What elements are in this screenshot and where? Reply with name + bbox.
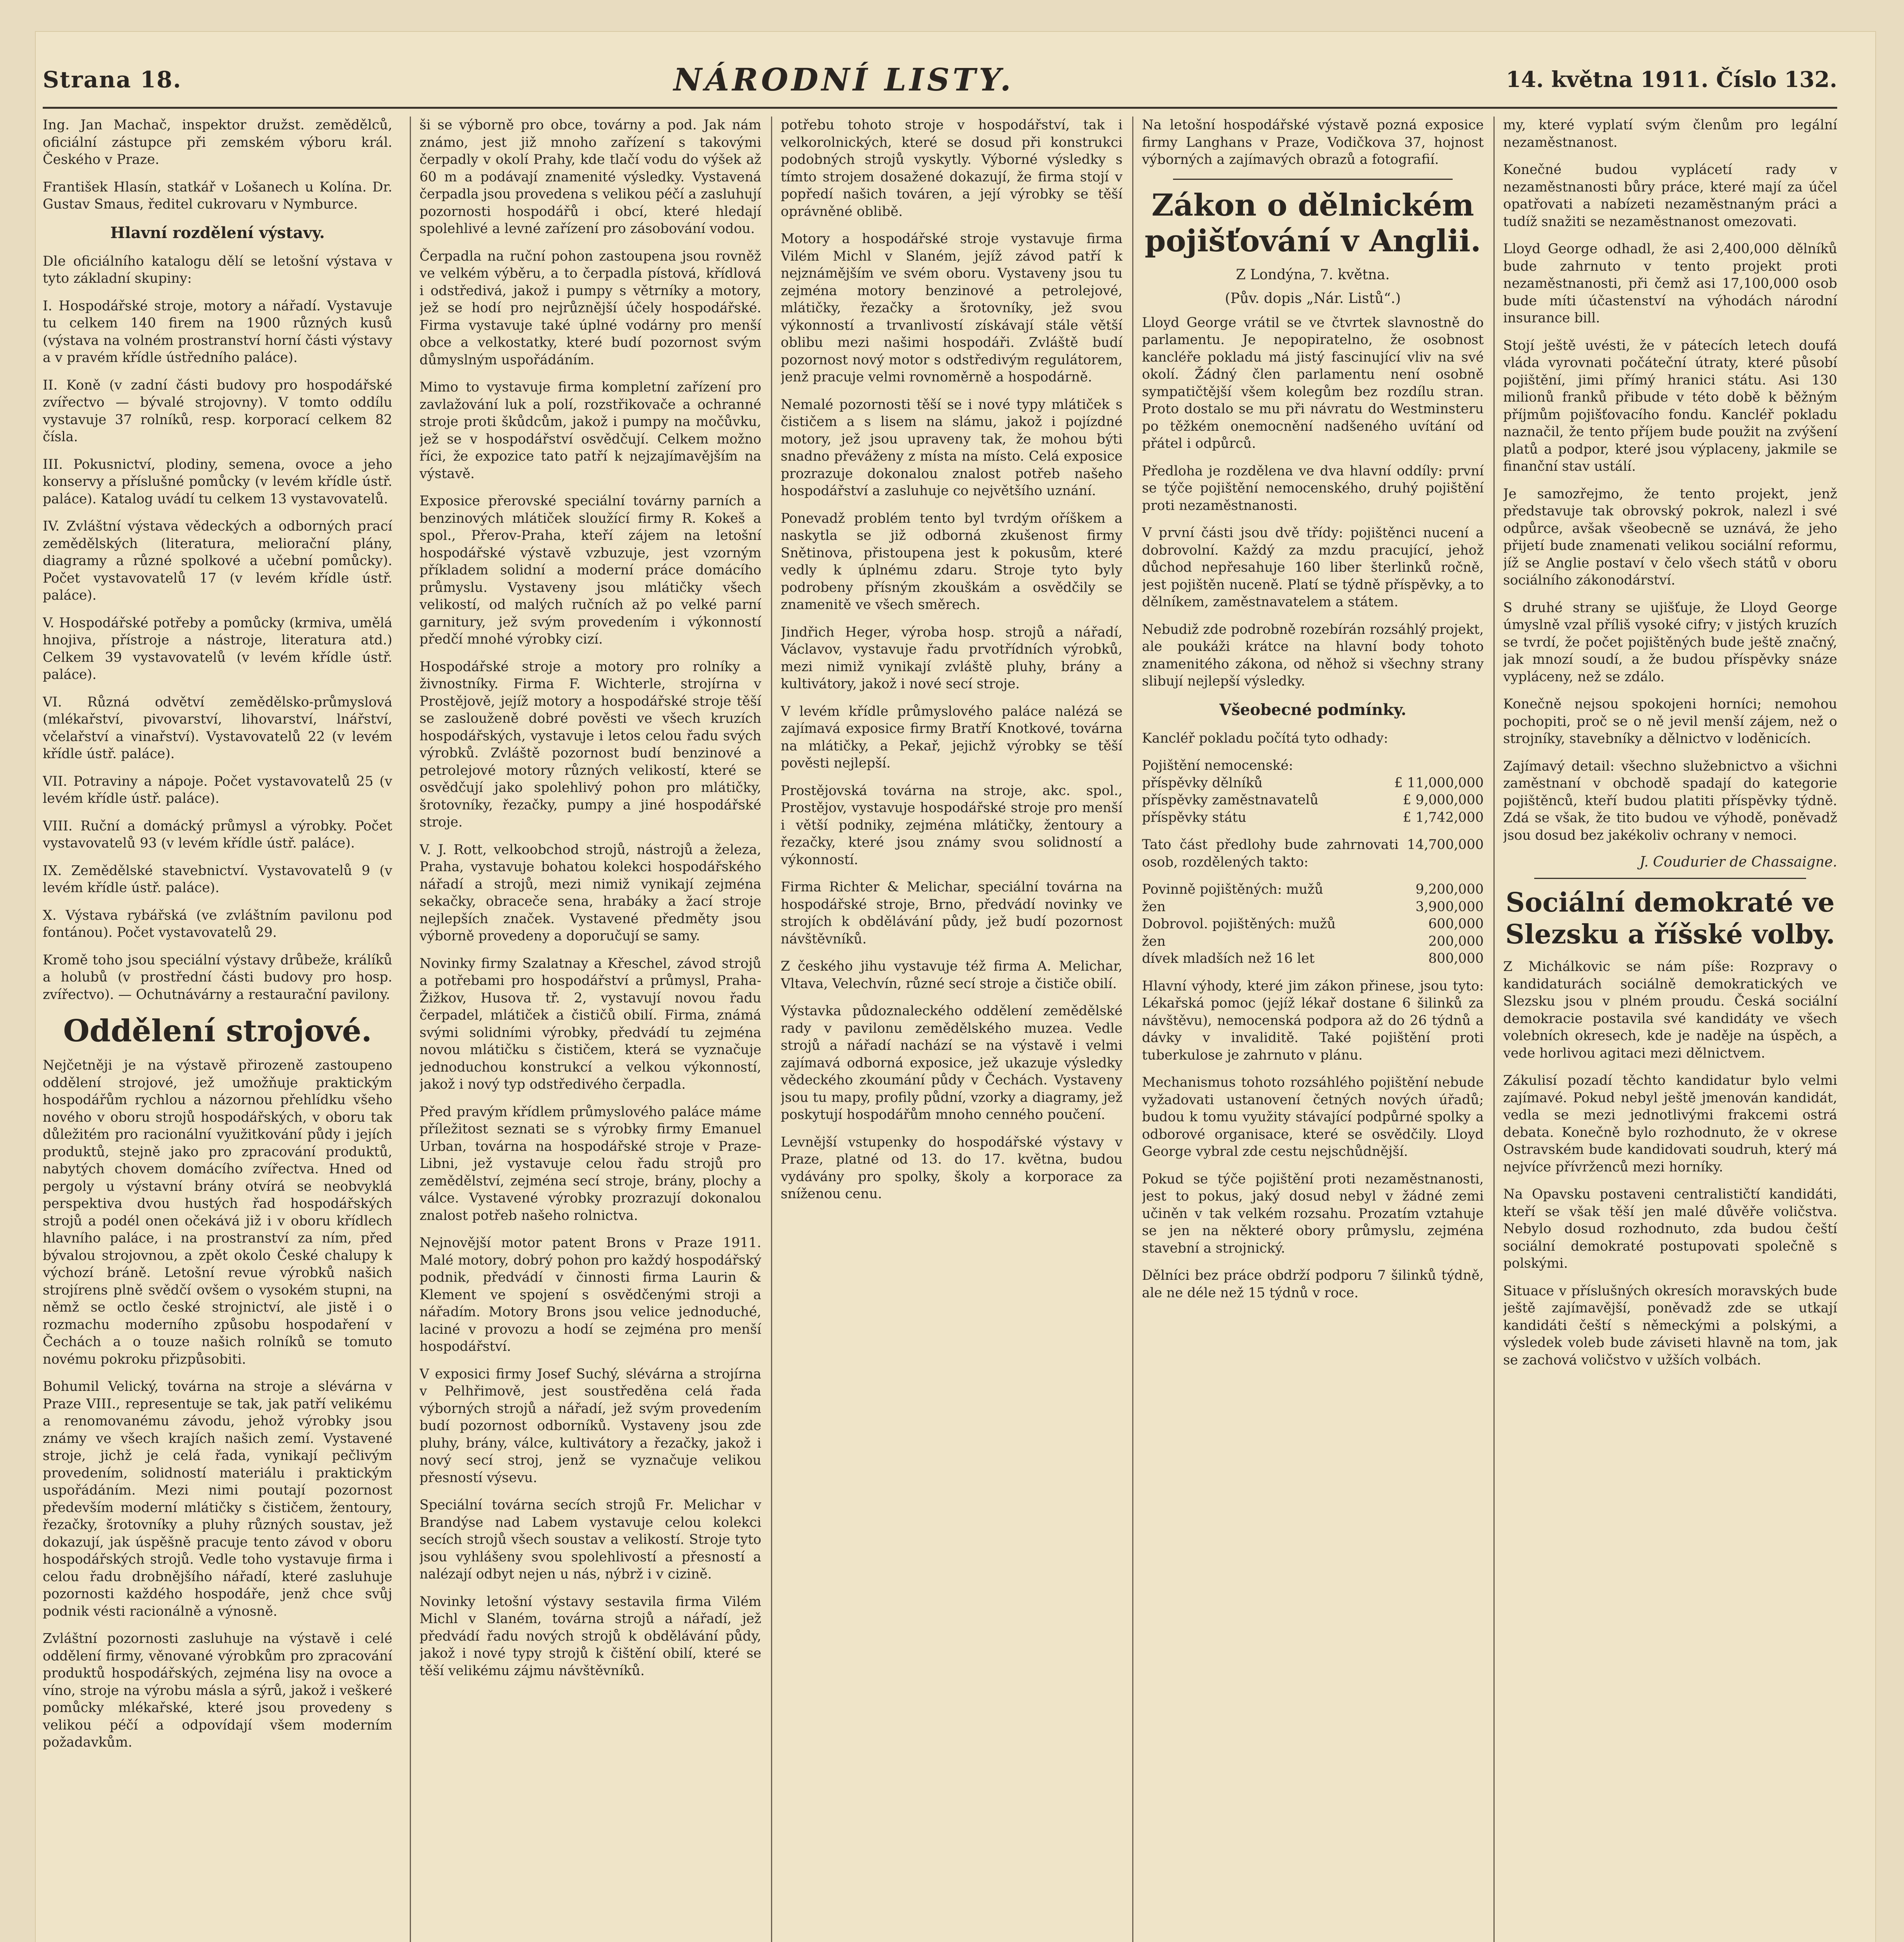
paragraph: potřebu tohoto stroje v hospodářství, tak i velkorolnických, které se dosud při konstrukci podobných strojů vyskytly. Výborné výsledky s tímto strojem dosažené dokazují, že firma stojí v popředí našich továren, a její výrobky se těší oprávněné oblibě. (781, 117, 1123, 219)
paragraph: Hlavní výhody, které jim zákon přinese, jsou tyto: Lékařská pomoc (jejíž lékař dostane 6 šilinků za návštěvu), nemocenská podpora až do 26 týdnů a dávky v invaliditě. Také pojištění proti tuberkulose je zahrnuto v plánu. (1142, 978, 1484, 1063)
page-number: Strana 18. (43, 66, 182, 93)
paragraph: Lloyd George vrátil se ve čtvrtek slavnostně do parlamentu. Je nepopiratelno, že osobnost kancléře pokladu má jistý fascinující vliv na své okolí. Žádný člen parlamentu není osobně sympatičtější všem kolegům bez rozdílu stran. Proto dostalo se mu při návratu do Westminsteru po těžkém onemocnění nadšeného uvítání od přátel i odpůrců. (1142, 315, 1484, 451)
paragraph: Na letošní hospodářské výstavě pozná exposice firmy Langhans v Praze, Vodičkova 37, hojnost výborných a zajímavých obrazů a fotografií. (1142, 117, 1484, 167)
paragraph: V. J. Rott, velkoobchod strojů, nástrojů a železa, Praha, vystavuje bohatou kolekci hospodářského nářadí a strojů, mezi nimiž vynikají zejména sekačky, obraceče sena, hrabáky a žací stroje nejlepších značek. Vystavené předměty jsou výborně provedeny a doporučují se samy. (419, 842, 761, 944)
column-4 (1142, 117, 1484, 1942)
article-headline: Oddělení strojové. (63, 1013, 372, 1049)
paragraph: Kancléř pokladu počítá tyto odhady: (1142, 730, 1388, 746)
paragraph: V. Hospodářské potřeby a pomůcky (krmiva, umělá hnojiva, přístroje a nástroje, literatura atd.) Celkem 39 vystavovatelů (v levém křídle ústř. paláce). (43, 615, 392, 682)
article-headline: Sociální demokraté ve Slezsku a říšské volby. (1505, 887, 1835, 950)
section-heading: Všeobecné podmínky. (1219, 700, 1406, 719)
paragraph: Nejnovější motor patent Brons v Praze 1911. Malé motory, dobrý pohon pro každý hospodářský podnik, předvádí v činnosti firma Laurin & Klement ve spojení s osvědčenými stroji a nářadím. Motory Brons jsou velice jednoduché, laciné v provozu a hodí se zejména pro menší hospodářství. (419, 1235, 761, 1354)
paragraph: Novinky firmy Szalatnay a Křeschel, závod strojů a potřebami pro hospodářství a průmysl, Praha-Žižkov, Husova tř. 2, vystavují novou řadu čerpadel, mlátiček a čističů obilí. Firma, známá svými solidními výrobky, předvádí tu zejména novou mlátičku s čističem, která se vyznačuje jednoduchou konstrukcí a velkou výkonností, jakož i nový typ odstředivého čerpadla. (419, 955, 761, 1092)
paragraph: Motory a hospodářské stroje vystavuje firma Vilém Michl v Slaném, jejíž závod patří k nejznámějším ve svém oboru. Vystaveny jsou tu zejména motory benzinové a petrolejové, mlátičky, řezačky a šrotovníky, jež svou výkonností a trvanlivostí získávají stále větší oblibu mezi našimi hospodáři. Zvláště budí pozornost nový motor s odstředivým regulátorem, jenž pracuje velmi rovnoměrně a hospodárně. (781, 231, 1123, 385)
paragraph: Dle oficiálního katalogu dělí se letošní výstava v tyto základní skupiny: (43, 253, 392, 286)
paragraph: Ing. Jan Machač, inspektor družst. zemědělců, oficiální zástupce při zemském výboru král. Českého v Praze. (43, 117, 392, 167)
paragraph: Bohumil Velický, továrna na stroje a slévárna v Praze VIII., representuje se tak, jak patří velikému a renomovanému závodu, jehož výrobky jsou známy ve všech krajích našich zemí. Vystavené stroje, jichž je celá řada, vynikají pečlivým provedením, solidností materiálu i praktickým uspořádáním. Mezi nimi poutají pozornost především moderní mlátičky s čističem, žentoury, řezačky, šrotovníky a pluhy různých soustav, jež dokazují, jak úspěšně pracuje tento závod v oboru hospodářských strojů. Vedle toho vystavuje firma i celou řadu drobnějšího nářadí, které zasluhuje pozornosti každého hospodáře, jenž chce svůj podnik vésti racionálně a výnosně. (43, 1379, 392, 1619)
paragraph: VI. Různá odvětví zemědělsko-průmyslová (mlékařství, pivovarství, lihovarství, lnářství, včelařství a vinařství). Vystavovatelů 22 (v levém křídle ústř. paláce). (43, 694, 392, 762)
paragraph: Zákulisí pozadí těchto kandidatur bylo velmi zajímavé. Pokud nebyl ještě jmenován kandidát, vedla se mezi jednotlivými frakcemi ostrá debata. Konečně bylo rozhodnuto, že v okrese Ostravském bude kandidovati soudruh, který má nejvíce přívrženců mezi horníky. (1503, 1073, 1837, 1175)
paragraph: IX. Zemědělské stavebnictví. Vystavovatelů 9 (v levém křídle ústř. paláce). (43, 863, 392, 896)
list-item: Dobrovol. pojištěných: mužů 600,000 (1142, 916, 1484, 932)
masthead (43, 58, 1837, 101)
article-headline: Zákon o dělnickém pojišťování v Anglii. (1144, 187, 1481, 259)
insurance-estimates (1142, 757, 1484, 826)
list-item: žen 3,900,000 (1142, 899, 1484, 915)
paragraph: Nejčetněji je na výstavě přirozeně zastoupeno oddělení strojové, jež umožňuje praktickým hospodářům rychlou a názornou přehlídku všeho nového v oboru strojů hospodářských, v oboru tak důležitém pro racionální využitkování půdy i jejích produktů, stejně jako pro zpracování produktů, nabytých chovem domácího zvířectva. Hned od pergoly u výstavní brány otvírá se neobvyklá perspektiva dvou hustých řad hospodářských strojů a podél onen očekává již i v oboru křídlech hlavního paláce, i na prostranství za ním, před bývalou strojovnou, a zpět okolo České chalupy k výchozí bráně. Letošní revue výrobků našich strojírens plně svědčí ovšem o vysokém stupni, na němž se octlo české strojnictví, ale jistě i o rozmachu moderního způsobu hospodaření v Čechách a o touze našich rolníků se tomuto novému pokroku přizpůsobiti. (43, 1058, 392, 1367)
paragraph: Hospodářské stroje a motory pro rolníky a živnostníky. Firma F. Wichterle, strojírna v Prostějově, jejíž motory a hospodářské stroje těší se zaslouženě dobré pověsti ve všech kruzích hospodářských, vystavuje i letos celou řadu svých výrobků. Zvláště pozornost budí benzinové a petrolejové motory různých velikostí, které se osvědčují jako spolehlivý pohon pro mlátičky, šrotovníky, řezačky, pumpy a jiné hospodářské stroje. (419, 659, 761, 830)
paragraph: X. Výstava rybářská (ve zvláštním pavilonu pod fontánou). Počet vystavovatelů 29. (43, 907, 392, 940)
paragraph: Čerpadla na ruční pohon zastoupena jsou rovněž ve velkém výběru, a to čerpadla pístová, křídlová i odstředivá, jakož i pumpy s větrníky a motory, jež se hodí pro nejrůznější účely hospodářské. Firma vystavuje také úplné vodárny pro menší obce a velkostatky, které budí pozornost svým důmyslným uspořádáním. (419, 248, 761, 368)
paragraph: Z českého jihu vystavuje též firma A. Melichar, Vltava, Velechvín, různé secí stroje a čističe obilí. (781, 959, 1123, 992)
paragraph: Lloyd George odhadl, že asi 2,400,000 dělníků bude zahrnuto v tento projekt proti nezaměstnanosti, při čemž asi 17,100,000 osob bude míti účastenství na výhodách národní insurance bill. (1503, 241, 1837, 326)
paragraph: Prostějovská továrna na stroje, akc. spol., Prostějov, vystavuje hospodářské stroje pro menší i větší podniky, zejména mlátičky, žentoury a řezačky, které jsou známy svou solidností a výkonností. (781, 783, 1123, 868)
paragraph: Je samozřejmo, že tento projekt, jenž představuje tak obrovský pokrok, nalezl i své odpůrce, avšak všeobecně se uznává, že jeho přijetí bude znamenati velikou sociální reformu, jíž se Anglie postaví v čelo všech států v oboru sociálního zákonodárství. (1503, 486, 1837, 588)
paragraph: III. Pokusnictví, plodiny, semena, ovoce a jeho konservy a příslušné pomůcky (v levém křídle ústř. paláce). Katalog uvádí tu celkem 13 vystavovatelů. (43, 456, 392, 507)
paragraph: Kromě toho jsou speciální výstavy drůbeže, králíků a holubů (v prostřední části budovy pro hosp. zvířectvo). — Ochutnávárny a restaurační pavilony. (43, 952, 392, 1002)
paragraph: V levém křídle průmyslového paláce nalézá se zajímavá exposice firmy Bratří Knotkové, továrna na mlátičky, a Pekař, jejichž výrobky se těší pověsti nejlepší. (781, 703, 1123, 771)
list-item: příspěvky státu £ 1,742,000 (1142, 809, 1484, 825)
paragraph: VIII. Ruční a domácký průmysl a výrobky. Počet vystavovatelů 93 (v levém křídle ústř. paláce). (43, 818, 392, 851)
paragraph: Předloha je rozdělena ve dva hlavní oddíly: první se týče pojištění nemocenského, druhý pojištění proti nezaměstnanosti. (1142, 463, 1484, 513)
paragraph: Speciální továrna secích strojů Fr. Melichar v Brandýse nad Labem vystavuje celou kolekci secích strojů všech soustav a velikostí. Stroje tyto jsou vyhlášeny svou spolehlivostí a přesností a nalézají odbyt nejen u nás, nýbrž i v cizině. (419, 1497, 761, 1582)
paragraph: VII. Potraviny a nápoje. Počet vystavovatelů 25 (v levém křídle ústř. paláce). (43, 773, 392, 806)
paragraph: V exposici firmy Josef Suchý, slévárna a strojírna v Pelhřimově, jest soustředěna celá řada výborných strojů a nářadí, jež svým provedením budí pozornost odborníků. Vystaveny jsou zde pluhy, brány, válce, kultivátory a řezačky, jakož i nový secí stroj, jenž se vyznačuje velikou přesností výsevu. (419, 1366, 761, 1486)
list-item: příspěvky dělníků £ 11,000,000 (1142, 775, 1484, 791)
article-divider (1173, 179, 1453, 180)
paragraph: Tato část předlohy bude zahrnovati 14,700,000 osob, rozdělených takto: (1142, 837, 1484, 870)
paragraph: Nebudiž zde podrobně rozebírán rozsáhlý projekt, ale poukáži krátce na hlavní body tohoto znamenitého zákona, od něhož si všechny strany slibují nejlepší výsledky. (1142, 621, 1484, 689)
paragraph: Výstavka půdoznaleckého oddělení zemědělské rady v pavilonu zemědělského muzea. Vedle strojů a nářadí nachází se na výstavě i velmi zajímavá odborná exposice, jež ukazuje výsledky vědeckého zkoumání půdy v Čechách. Vystaveny jsou tu mapy, profily půdní, vzorky a diagramy, jež poskytují hospodářům mnoho cenného poučení. (781, 1003, 1123, 1122)
paragraph: Dělníci bez práce obdrží podporu 7 šilinků týdně, ale ne déle než 15 týdnů v roce. (1142, 1268, 1484, 1301)
paragraph: Mechanismus tohoto rozsáhlého pojištění nebude vyžadovati ustanovení četných nových úřadů; budou k tomu využity stávající podpůrné spolky a odborové organisace, které se osvědčily. Lloyd George vybral zde cestu nejschůdnější. (1142, 1075, 1484, 1159)
paragraph: I. Hospodářské stroje, motory a nářadí. Vystavuje tu celkem 140 firem na 1900 různých kusů (výstava na volném prostranství horní části výstavy a v pravém křídle ústředního paláce). (43, 298, 392, 365)
paragraph: Firma Richter & Melichar, speciální továrna na hospodářské stroje, Brno, předvádí novinky ve strojích k obdělávání půdy, jež budí pozornost návštěvníků. (781, 879, 1123, 947)
list-item: žen 200,000 (1142, 933, 1484, 949)
paragraph: Jindřich Heger, výroba hosp. strojů a nářadí, Václavov, vystavuje řadu prvotřídních výrobků, mezi nimiž vynikají zvláště pluhy, brány a kultivátory, jakož i nové secí stroje. (781, 624, 1123, 692)
paragraph: IV. Zvláštní výstava vědeckých a odborných prací zemědělských (literatura, meliorační plány, diagramy a různé spolkové a učební pomůcky). Počet vystavovatelů 17 (v levém křídle ústř. paláce). (43, 519, 392, 603)
issue-date: 14. května 1911. Číslo 132. (1506, 67, 1837, 92)
list-item: Povinně pojištěných: mužů 9,200,000 (1142, 882, 1484, 897)
section-heading: Hlavní rozdělení výstavy. (110, 223, 325, 242)
paragraph: Zajímavý detail: všechno služebnictvo a všichni zaměstnaní v obchodě spadají do kategorie pojištěnců, kteří budou platiti příspěvky týdně. Zdá se však, že tito budou ve výhodě, poněvadž jsou dosud bez jakékoliv ochrany v nemoci. (1503, 758, 1837, 843)
column-5 (1503, 117, 1837, 1942)
paragraph: Ponevadž problém tento byl tvrdým oříškem a naskytla se již odborná zkušenost firmy Snětinova, přistoupena jest k pokusům, které vedly k úplnému zdaru. Stroje tyto byly podrobeny přísným zkouškám a osvědčily se znamenitě ve všech směrech. (781, 510, 1123, 613)
paragraph: ši se výborně pro obce, továrny a pod. Jak nám známo, jest již mnoho zařízení s takovými čerpadly v okolí Prahy, kde tlačí vodu do výšek až 60 m a podávají znamenité výsledky. Vystavená čerpadla jsou provedena s velikou péčí a zasluhují pozornosti hospodářů i obcí, které hledají spolehlivé a levné zařízení pro zásobování vodou. (419, 117, 761, 237)
column-2 (419, 117, 761, 1942)
article-divider (1534, 878, 1806, 879)
paragraph: Situace v příslušných okresích moravských bude ještě zajímavější, poněvadž zde se utkají kandidáti čeští s německými a polskými, a výsledek voleb bude záviseti hlavně na tom, jak se zachová voličstvo v užších volbách. (1503, 1283, 1837, 1368)
paragraph: Zvláštní pozornosti zasluhuje na výstavě i celé oddělení firmy, věnované výrobkům pro zpracování produktů hospodářských, zejména lisy na ovoce a víno, stroje na výrobu másla a sýrů, jakož i veškeré pomůcky mlékařské, které jsou provedeny s velikou péčí a odpovídají všem moderním požadavkům. (43, 1631, 392, 1750)
author-signature: J. Coudurier de Chassaigne. (1639, 854, 1837, 870)
newspaper-title: NÁRODNÍ LISTY. (673, 61, 1014, 98)
paragraph: Konečné budou vyplácetí rady v nezaměstnanosti bůry práce, které mají za účel opatřovati a nabízeti nezaměstnaným práci a tudíž snažiti se nezaměstnanost omezovati. (1503, 162, 1837, 230)
insured-persons (1142, 881, 1484, 968)
column-3 (781, 117, 1123, 1942)
columns (43, 117, 1837, 1942)
source-note: (Pův. dopis „Nár. Listů“.) (1225, 290, 1401, 306)
paragraph: S druhé strany se ujišťuje, že Lloyd George úmyslně vzal příliš vysoké cifry; v jistých kruzích se tvrdí, že počet pojištěných bude ještě značný, jak mnozí soudí, a že budou příspěvky snáze vypláceny, než se zdálo. (1503, 600, 1837, 685)
paragraph: my, které vyplatí svým členům pro legální nezaměstnanost. (1503, 117, 1837, 150)
paragraph: V první části jsou dvě třídy: pojištěnci nucení a dobrovolní. Každý za mzdu pracující, jehož důchod nepřesahuje 160 liber šterlinků ročně, jest pojištěn nuceně. Platí se týdně příspěvky, a to dělníkem, zaměstnavatelem a státem. (1142, 525, 1484, 610)
list-item: příspěvky zaměstnavatelů £ 9,000,000 (1142, 792, 1484, 808)
paragraph: Novinky letošní výstavy sestavila firma Vilém Michl v Slaném, továrna strojů a nářadí, jež předvádí řadu nových strojů k obdělávání půdy, jakož i nové typy strojů k čištění obilí, které se těší velikému zájmu návštěvníků. (419, 1594, 761, 1679)
header-rule (43, 107, 1837, 109)
list-item: dívek mladších než 16 let 800,000 (1142, 951, 1484, 966)
paragraph: Stojí ještě uvésti, že v pátecích letech doufá vláda vyrovnati počáteční útraty, které působí pojištění, jimi přímý hranici státu. Asi 130 milionů franků přibude v této době k běžným příjmům pojišťovacího fondu. Kancléř pokladu naznačil, že tento příjem bude použit na zvýšení platů a podpor, které jsou výplaceny, jakmile se finanční stav ustálí. (1503, 338, 1837, 474)
paragraph: Pokud se týče pojištění proti nezaměstnanosti, jest to pokus, jaký dosud nebyl v žádné zemi učiněn v tak velkém rozsahu. Prozatím vztahuje se jen na některé obory průmyslu, zejména stavební a strojnický. (1142, 1171, 1484, 1256)
paragraph: Konečně nejsou spokojeni horníci; nemohou pochopiti, proč se o ně jevil menší zájem, než o strojníky, stavebníky a dělnictvo v loděnicích. (1503, 696, 1837, 747)
paragraph: Na Opavsku postaveni centralističtí kandidáti, kteří se však těší jen malé důvěře voličstva. Nebylo dosud rozhodnuto, zda budou čeští sociální demokraté postupovati společně s polskými. (1503, 1187, 1837, 1271)
paragraph: Nemalé pozornosti těší se i nové typy mlátiček s čističem a s lisem na slámu, jakož i pojízdné motory, jež jsou upraveny tak, že mohou býti snadno převáženy z místa na místo. Celá exposice prozrazuje dokonalou znalost potřeb našeho hospodářství a zasluhuje co největšího uznání. (781, 397, 1123, 499)
paragraph: Levnější vstupenky do hospodářské výstavy v Praze, platné od 13. do 17. května, budou vydávány pro spolky, školy a korporace za sníženou cenu. (781, 1134, 1123, 1202)
paragraph: František Hlasín, statkář v Lošanech u Kolína. Dr. Gustav Smaus, ředitel cukrovaru v Nymburce. (43, 179, 392, 212)
list-title: Pojištění nemocenské: (1142, 758, 1293, 773)
paragraph: II. Koně (v zadní části budovy pro hospodářské zvířectvo — bývalé strojovny). V tomto oddílu vystavuje 37 rolníků, resp. korporací celkem 82 čísla. (43, 377, 392, 445)
column-1 (43, 117, 392, 1942)
dateline: Z Londýna, 7. května. (1236, 266, 1390, 283)
paragraph: Z Michálkovic se nám píše: Rozpravy o kandidaturách sociálně demokratických ve Slezsku jsou v plném proudu. Česká sociální demokracie postavila své kandidáty ve všech volebních okresech, kde je naděje na úspěch, a vede horlivou agitaci mezi dělnictvem. (1503, 959, 1837, 1061)
paragraph: Exposice přerovské speciální továrny parních a benzinových mlátiček sloužící firmy R. Kokeš a spol., Přerov-Praha, kteří zájem na letošní hospodářské výstavě vzbuzuje, jest vzorným příkladem solidní a moderní práce domácího průmyslu. Vystaveny jsou mlátičky všech velikostí, od malých ručních až po velké parní garnitury, jež svým provedením i výkonností předčí mnohé výrobky cizí. (419, 493, 761, 647)
paragraph: Před pravým křídlem průmyslového paláce máme příležitost seznati se s výrobky firmy Emanuel Urban, továrna na hospodářské stroje v Praze-Libni, jež vystavuje celou řadu strojů pro zemědělství, zejména secí stroje, brány, plochy a válce. Vystavené výrobky prozrazují dokonalou znalost potřeb našeho rolnictva. (419, 1104, 761, 1223)
paragraph: Mimo to vystavuje firma kompletní zařízení pro zavlažování luk a polí, rozstřikovače a ochranné stroje proti škůdcům, jakož i pumpy na močůvku, jež se v hospodářství osvědčují. Celkem možno říci, že expozice tato patří k nejzajímavějším na výstavě. (419, 379, 761, 482)
